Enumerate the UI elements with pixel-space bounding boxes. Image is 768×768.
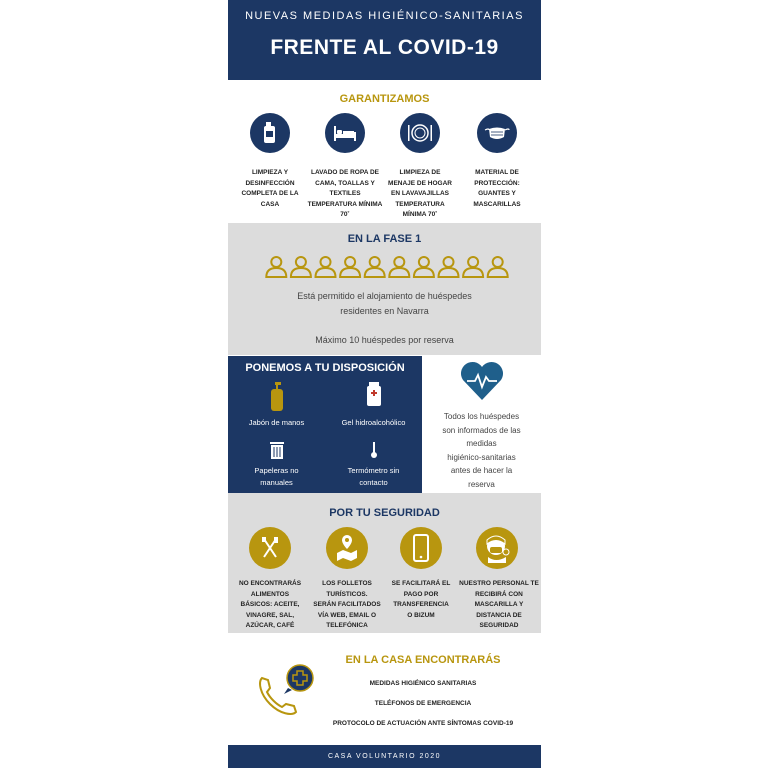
mask-icon — [477, 113, 517, 153]
text-line: EN LAVAVAJILLAS — [390, 190, 450, 197]
smartphone-icon — [400, 527, 442, 569]
disposicion-item-termometro — [325, 440, 422, 489]
casa-item-medidas: MEDIDAS HIGIÉNICO SANITARIAS — [369, 680, 477, 687]
text-line: TEXTILES — [329, 190, 361, 197]
person-icon — [439, 257, 459, 277]
person-icon — [488, 257, 508, 277]
text-line: Está permitido el alojamiento de huéspedes — [297, 291, 472, 301]
text-line: MENAJE DE HOGAR — [388, 179, 452, 187]
text-line: TEMPERATURA — [395, 200, 445, 208]
text-line: GUANTES Y — [478, 190, 516, 197]
fase-section — [228, 223, 541, 355]
text-line: VINAGRE, SAL, — [245, 611, 295, 619]
person-icon — [365, 257, 385, 277]
thermometer-icon — [368, 440, 380, 460]
text-line: RECIBIRÁ CON — [475, 590, 523, 598]
fase-max-guests: Máximo 10 huéspedes por reserva — [315, 335, 454, 345]
header-banner — [228, 0, 541, 80]
disposicion-title: PONEMOS A TU DISPOSICIÓN — [245, 362, 405, 374]
text-line: residentes en Navarra — [340, 306, 429, 316]
person-icon — [389, 257, 409, 277]
bottle-icon — [250, 113, 290, 153]
casa-item-telefonos: TELÉFONOS DE EMERGENCIA — [374, 700, 472, 707]
map-icon — [326, 527, 368, 569]
person-icon — [340, 257, 360, 277]
garantizamos-item-lavado — [307, 168, 383, 221]
garantizamos-icons — [228, 113, 541, 157]
text-line: MÍNIMA 70˚ — [402, 211, 438, 218]
item-label: Gel hidroalcohólico — [341, 418, 406, 427]
text-line: higiénico-sanitarias — [447, 452, 516, 462]
masked-person-icon — [476, 527, 518, 569]
disposicion-item-gel — [325, 380, 422, 429]
person-icon — [414, 257, 434, 277]
item-label: Jabón de manos — [248, 418, 305, 427]
text-line: SEGURIDAD — [479, 622, 519, 629]
person-icon — [291, 257, 311, 277]
text-line: TURÍSTICOS. — [326, 590, 368, 598]
garantizamos-item-material — [459, 168, 535, 210]
soap-icon — [267, 380, 287, 412]
text-line: ALIMENTOS — [250, 590, 290, 598]
text-line: AZÚCAR, CAFÉ — [245, 622, 295, 629]
text-line: 70˚ — [340, 211, 350, 218]
text-line: TRANSFERENCIA — [393, 601, 449, 608]
person-icon — [316, 257, 336, 277]
text-line: O BIZUM — [407, 611, 435, 619]
footer-banner: CASA VOLUNTARIO 2020 — [228, 745, 541, 768]
text-line: SE FACILITARÁ EL — [391, 580, 451, 587]
heart-pulse-icon — [459, 360, 505, 402]
text-line: TELEFÓNICA — [326, 622, 368, 629]
infographic — [228, 0, 541, 768]
text-line: TEMPERATURA MÍNIMA — [307, 200, 383, 208]
seguridad-title: POR TU SEGURIDAD — [329, 507, 440, 519]
header-subtitle: NUEVAS MEDIDAS HIGIÉNICO-SANITARIAS — [245, 10, 524, 22]
bed-icon — [325, 113, 365, 153]
text-line: son informados de las — [442, 425, 521, 435]
text-line: PAGO POR — [403, 590, 439, 598]
text-line: VÍA WEB, EMAIL O — [317, 611, 377, 619]
dishes-icon — [400, 113, 440, 153]
text-line: DISTANCIA DE — [476, 611, 522, 619]
item-label: Termómetro sin — [347, 466, 400, 475]
seguridad-item-pago — [383, 579, 459, 621]
item-label: contacto — [359, 478, 388, 487]
text-line: LIMPIEZA Y — [251, 169, 289, 176]
info-panel — [422, 356, 541, 493]
text-line: antes de hacer la — [450, 466, 513, 475]
gel-icon — [364, 380, 384, 408]
disposicion-item-jabon — [228, 380, 325, 429]
text-line: Todos los huéspedes — [443, 412, 520, 421]
text-line: NUESTRO PERSONAL TE — [459, 580, 539, 587]
fase-description — [258, 289, 511, 319]
fase-title: EN LA FASE 1 — [347, 233, 422, 245]
seguridad-section — [228, 493, 541, 633]
text-line: NO ENCONTRARÁS — [238, 580, 302, 587]
text-line: BÁSICOS: ACEITE, — [240, 601, 300, 608]
text-line: MATERIAL DE — [475, 169, 519, 176]
no-utensils-icon — [249, 527, 291, 569]
text-line: MASCARILLA Y — [474, 601, 524, 608]
garantizamos-title: GARANTIZAMOS — [339, 93, 430, 105]
info-text — [426, 410, 537, 491]
bin-icon — [268, 440, 286, 460]
text-line: MASCARILLAS — [473, 200, 521, 208]
text-line: COMPLETA DE LA — [241, 190, 299, 197]
people-row — [264, 255, 510, 279]
casa-item-protocolo: PROTOCOLO DE ACTUACIÓN ANTE SÍNTOMAS COVID-19 — [332, 720, 514, 727]
emergency-phone-icon — [254, 660, 314, 720]
text-line: LOS FOLLETOS — [322, 580, 372, 587]
text-line: medidas — [466, 439, 497, 448]
person-icon — [463, 257, 483, 277]
seguridad-item-folletos — [309, 579, 385, 632]
text-line: DESINFECCIÓN — [245, 179, 295, 187]
header-title: FRENTE AL COVID-19 — [270, 36, 499, 59]
text-line: CAMA, TOALLAS Y — [315, 179, 375, 187]
text-line: LIMPIEZA DE — [399, 169, 441, 176]
garantizamos-item-menaje — [382, 168, 458, 221]
text-line: reserva — [468, 479, 495, 489]
item-label: manuales — [260, 478, 293, 487]
text-line: SERÁN FACILITADOS — [313, 601, 381, 608]
item-label: Papeleras no — [254, 466, 299, 475]
disposicion-section — [228, 356, 422, 493]
text-line: PROTECCIÓN: — [474, 179, 520, 187]
seguridad-item-alimentos — [232, 579, 308, 632]
garantizamos-item-limpieza — [232, 168, 308, 210]
casa-title: EN LA CASA ENCONTRARÁS — [345, 654, 501, 666]
text-line: LAVADO DE ROPA DE — [310, 169, 379, 176]
disposicion-item-papeleras — [228, 440, 325, 489]
person-icon — [266, 257, 286, 277]
seguridad-item-personal — [459, 579, 539, 632]
text-line: CASA — [260, 200, 280, 208]
